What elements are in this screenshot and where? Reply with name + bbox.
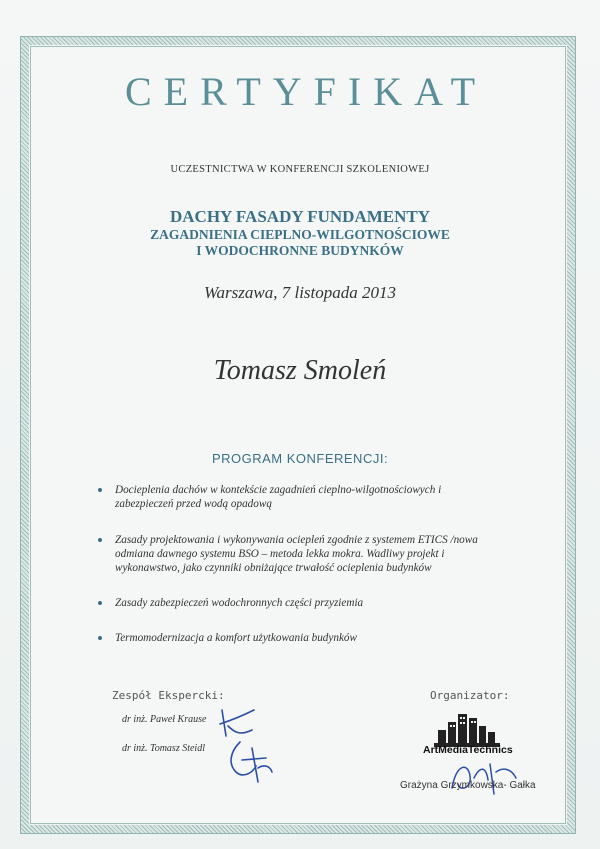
program-item-text: Zasady projektowania i wykonywania ociepleń zgodnie z systemem ETICS /nowa odmiana dawnego systemu BSO – metoda lekka mokra. Wadliwy projekt i wykonawstwo, jako czynniki obniżające trwałość ocieplenia budynków (115, 534, 478, 574)
headline-line-2: ZAGADNIENIA CIEPLNO-WILGOTNOŚCIOWE (150, 227, 450, 242)
headline-line-1: DACHY FASADY FUNDAMENTY (169, 207, 431, 226)
certificate-title: CERTYFIKAT (124, 69, 488, 114)
program-item-text: Termomodernizacja a komfort użytkowania budynków (115, 632, 357, 644)
experts-label: Zespół Ekspercki: (112, 689, 225, 702)
conference-headline (0, 207, 600, 259)
program-title: PROGRAM KONFERENCJI: (211, 451, 389, 466)
program-item (98, 533, 498, 575)
bullet-icon (98, 538, 102, 542)
program-item-text: Docieplenia dachów w kontekście zagadnień cieplno-wilgotnościowych i zabezpieczeń przed wodą opadową (115, 484, 442, 510)
program-item-text: Zasady zabezpieczeń wodochronnych części przyziemia (115, 597, 364, 609)
bullet-icon (98, 636, 102, 640)
buildings-logo-icon (432, 708, 522, 748)
program-item (98, 483, 498, 511)
bullet-icon (98, 601, 102, 605)
program-item (98, 631, 498, 645)
participant-name: Tomasz Smoleń (213, 355, 387, 386)
headline-line-3: I WODOCHRONNE BUDYNKÓW (196, 243, 404, 258)
certificate-subtitle: UCZESTNICTWA W KONFERENCJI SZKOLENIOWEJ (170, 164, 430, 175)
expert-name: dr inż. Tomasz Steidl (122, 743, 205, 754)
expert-name: dr inż. Paweł Krause (122, 714, 207, 725)
place-date: Warszawa, 7 listopada 2013 (203, 283, 397, 302)
program-list (98, 483, 498, 645)
organizer-person: Grażyna Grzymkowska- Gałka (400, 780, 536, 791)
bullet-icon (98, 488, 102, 492)
organizer-company: ArtMediaTechnics (423, 744, 513, 756)
program-item (98, 596, 498, 610)
organizer-label: Organizator: (430, 689, 510, 702)
